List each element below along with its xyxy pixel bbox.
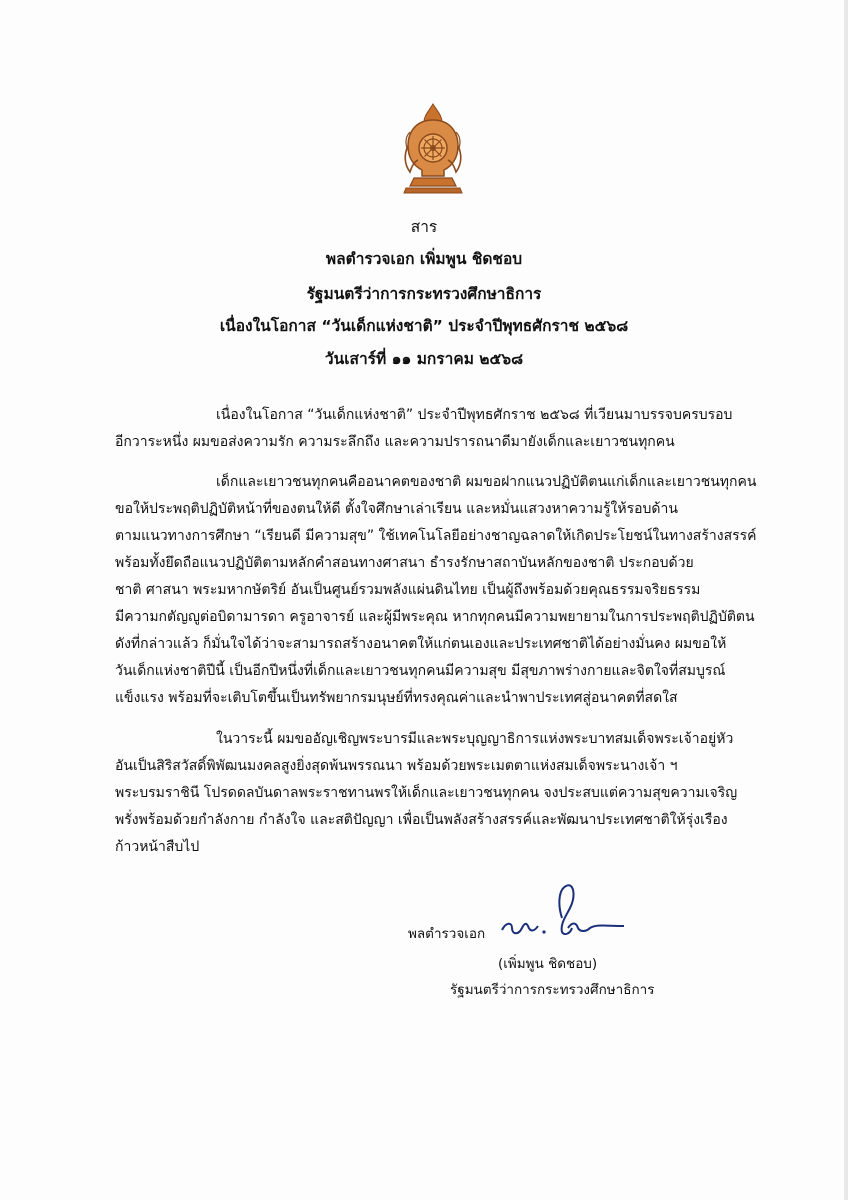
paragraph-line: เนื่องในโอกาส “วันเด็กแห่งชาติ” ประจำปีพุทธศักราช ๒๕๖๘ ที่เวียนมาบรรจบครบรอบ bbox=[216, 407, 733, 423]
paragraph-line: พร้อมทั้งยึดถือแนวปฏิบัติตามหลักคำสอนทางศาสนา ธำรงรักษาสถาบันหลักของชาติ ประกอบด้วย bbox=[115, 555, 694, 571]
ministry-of-education-emblem-icon bbox=[402, 102, 464, 194]
date-heading: วันเสาร์ที่ ๑๑ มกราคม ๒๕๖๘ bbox=[324, 350, 524, 368]
paragraph-line: พรั่งพร้อมด้วยกำลังกาย กำลังใจ และสติปัญญา เพื่อเป็นพลังสร้างสรรค์และพัฒนาประเทศชาติให้รุ่งเรือง bbox=[115, 812, 728, 828]
document-title: สาร bbox=[410, 218, 438, 236]
occasion-heading: เนื่องในโอกาส “วันเด็กแห่งชาติ” ประจำปีพุทธศักราช ๒๕๖๘ bbox=[219, 317, 629, 335]
paragraph-line: เด็กและเยาวชนทุกคนคืออนาคตของชาติ ผมขอฝากแนวปฏิบัติตนแก่เด็กและเยาวชนทุกคน bbox=[216, 474, 757, 490]
paragraph-line: ดังที่กล่าวแล้ว ก็มั่นใจได้ว่าจะสามารถสร้างอนาคตให้แก่ตนเองและประเทศชาติได้อย่างมั่นคง ผมขอให้ bbox=[115, 636, 727, 652]
paragraph-line: อีกวาระหนึ่ง ผมขอส่งความรัก ความระลึกถึง และความปรารถนาดีมายังเด็กและเยาวชนทุกคน bbox=[115, 434, 675, 450]
paragraph-line: วันเด็กแห่งชาติปีนี้ เป็นอีกปีหนึ่งที่เด็กและเยาวชนทุกคนมีความสุข มีสุขภาพร่างกายและจิตใจที่สมบูรณ์ bbox=[115, 663, 726, 679]
paragraph-line: ชาติ ศาสนา พระมหากษัตริย์ อันเป็นศูนย์รวมพลังแผ่นดินไทย เป็นผู้ถึงพร้อมด้วยคุณธรรมจริยธรรม bbox=[115, 582, 701, 598]
paragraph-line: แข็งแรง พร้อมที่จะเติบโตขึ้นเป็นทรัพยากรมนุษย์ที่ทรงคุณค่าและนำพาประเทศสู่อนาคตที่สดใส bbox=[115, 690, 678, 706]
handwritten-signature-icon bbox=[496, 878, 628, 948]
paragraph-line: ขอให้ประพฤติปฏิบัติหน้าที่ของตนให้ดี ตั้งใจศึกษาเล่าเรียน และหมั่นแสวงหาความรู้ให้รอบด้าน bbox=[115, 501, 678, 517]
paragraph-line: อันเป็นสิริสวัสดิ์พิพัฒนมงคลสูงยิ่งสุดพ้นพรรณนา พร้อมด้วยพระเมตตาแห่งสมเด็จพระนางเจ้า ฯ bbox=[115, 758, 678, 774]
paragraph-line: ในวาระนี้ ผมขออัญเชิญพระบารมีและพระบุญญาธิการแห่งพระบาทสมเด็จพระเจ้าอยู่หัว bbox=[216, 731, 734, 747]
signature-name: (เพิ่มพูน ชิดชอบ) bbox=[498, 956, 598, 972]
paragraph-line: มีความกตัญญูต่อบิดามารดา ครูอาจารย์ และผู้มีพระคุณ หากทุกคนมีความพยายามในการประพฤติปฏิบัติตน bbox=[115, 609, 755, 625]
signature-rank: พลตำรวจเอก bbox=[408, 926, 486, 942]
author-name: พลตำรวจเอก เพิ่มพูน ชิดชอบ bbox=[325, 250, 523, 268]
paragraph-line: ตามแนวทางการศึกษา “เรียนดี มีความสุข” ใช้เทคโนโลยีอย่างชาญฉลาดให้เกิดประโยชน์ในทางสร้างสรรค์ bbox=[115, 528, 757, 544]
signature-position: รัฐมนตรีว่าการกระทรวงศึกษาธิการ bbox=[450, 982, 655, 998]
paragraph-line: พระบรมราชินี โปรดดลบันดาลพระราชทานพรให้เด็กและเยาวชนทุกคน จงประสบแต่ความสุขความเจริญ bbox=[115, 785, 738, 801]
paragraph-line: ก้าวหน้าสืบไป bbox=[115, 839, 200, 855]
page-edge bbox=[844, 0, 848, 1200]
author-role: รัฐมนตรีว่าการกระทรวงศึกษาธิการ bbox=[306, 285, 542, 303]
